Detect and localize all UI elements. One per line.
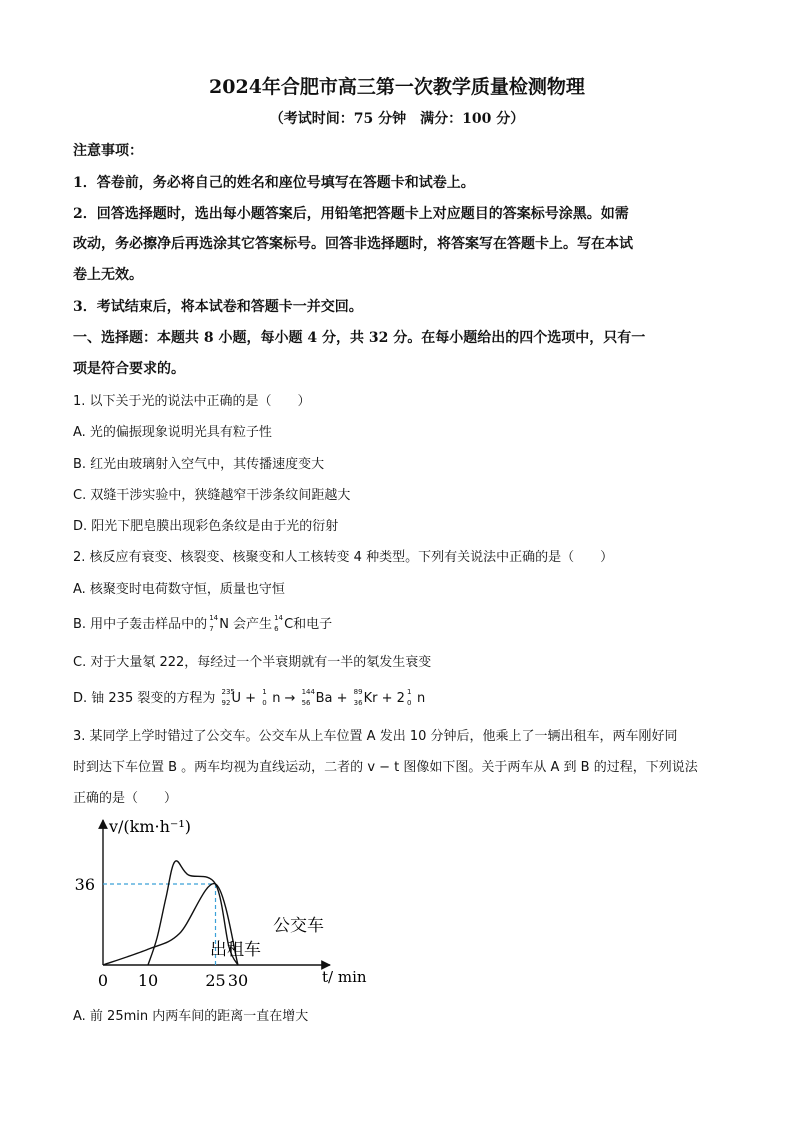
x-tick-0: 0	[97, 971, 109, 990]
section-1-heading-line-1: 一、选择题：本题共 8 小题，每小题 4 分，共 32 分。在每小题给出的四个选项中，只有一	[73, 330, 646, 346]
series-label-bus: 公交车	[273, 916, 324, 936]
section-1-heading-line-2: 项是符合要求的。	[73, 361, 185, 377]
q2-option-a: A. 核聚变时电荷数守恒，质量也守恒	[73, 582, 285, 597]
q3-stem-line-2: 时到达下车位置 B 。两车均视为直线运动，二者的 v − t 图像如下图。关于两车从 A 到 B 的过程，下列说法	[73, 760, 698, 775]
q1-option-a: A. 光的偏振现象说明光具有粒子性	[73, 425, 272, 440]
q3-stem-line-3: 正确的是（ ）	[73, 791, 178, 806]
y-axis-label: v/(km·h⁻¹)	[109, 817, 192, 836]
vt-chart	[60, 810, 380, 1000]
q1-option-c: C. 双缝干涉实验中，狭缝越窄干涉条纹间距越大	[73, 488, 351, 503]
q1-stem: 1. 以下关于光的说法中正确的是（ ）	[73, 394, 311, 409]
notice-item-2-line-1: 2．回答选择题时，选出每小题答案后，用铅笔把答题卡上对应题目的答案标号涂黑。如需	[73, 206, 629, 222]
x-axis-label: t/ min	[322, 968, 367, 986]
exam-subtitle: （考试时间：75 分钟 满分：100 分）	[269, 111, 525, 127]
x-tick-10: 10	[137, 971, 159, 990]
q2-option-d: D. 铀 235 裂变的方程为 235 92 U + 1 0 n → 144 56 Ba + 89 36 Kr + 2 1 0 n	[73, 687, 426, 707]
q3-stem-line-1: 3. 某同学上学时错过了公交车。公交车从上车位置 A 发出 10 分钟后，他乘上了一辆出租车，两车刚好同	[73, 729, 678, 744]
q1-option-b: B. 红光由玻璃射入空气中，其传播速度变大	[73, 457, 325, 472]
q3-option-a: A. 前 25min 内两车间的距离一直在增大	[73, 1009, 309, 1024]
notice-item-3: 3．考试结束后，将本试卷和答题卡一并交回。	[73, 299, 363, 315]
y-tick-36: 36	[74, 875, 95, 894]
x-tick-25: 25	[205, 971, 226, 990]
notice-heading: 注意事项：	[73, 143, 143, 159]
q2-option-c: C. 对于大量氡 222，每经过一个半衰期就有一半的氡发生衰变	[73, 655, 432, 670]
series-label-taxi: 出租车	[210, 940, 261, 960]
exam-title: 2024年合肥市高三第一次教学质量检测物理	[209, 76, 585, 98]
q2-stem: 2. 核反应有衰变、核裂变、核聚变和人工核转变 4 种类型。下列有关说法中正确的是（ ）	[73, 550, 614, 565]
notice-item-2-line-3: 卷上无效。	[73, 267, 143, 283]
q2-option-b: B. 用中子轰击样品中的 14 7 N 会产生 14 6 C和电子	[73, 613, 333, 633]
notice-item-2-line-2: 改动，务必擦净后再选涂其它答案标号。回答非选择题时，将答案写在答题卡上。写在本试	[73, 236, 633, 252]
q1-option-d: D. 阳光下肥皂膜出现彩色条纹是由于光的衍射	[73, 519, 339, 534]
x-tick-30: 30	[227, 971, 249, 990]
notice-item-1: 1．答卷前，务必将自己的姓名和座位号填写在答题卡和试卷上。	[73, 175, 475, 191]
